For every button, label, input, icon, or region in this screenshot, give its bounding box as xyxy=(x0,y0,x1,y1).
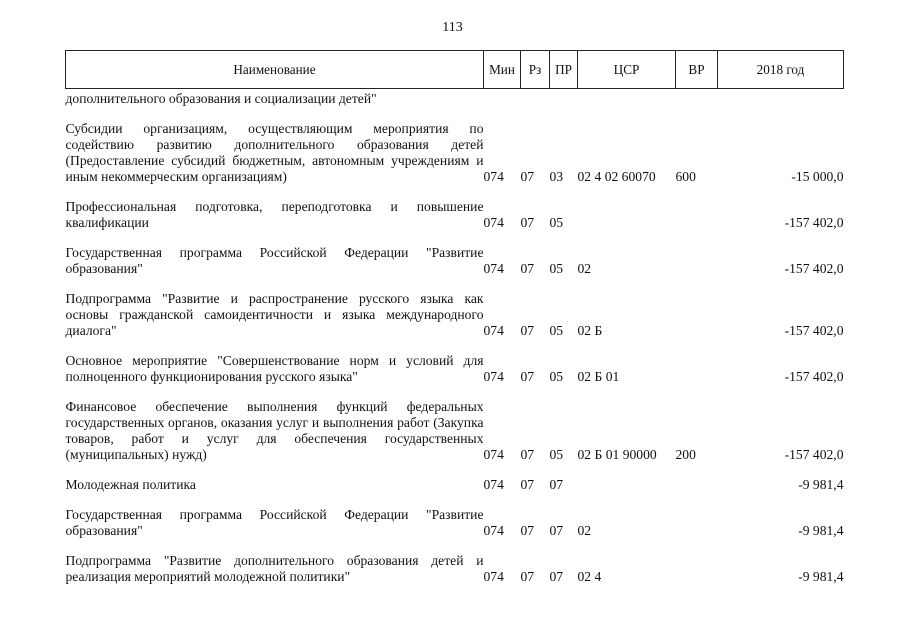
row-rz: 07 xyxy=(520,477,535,492)
row-name: Финансовое обеспечение выполнения функций федеральных государственных органов, оказания услуг и выполнения работ (Закупка товаров, работ и услуг для обеспечения государственных (муниципальных) нужд) xyxy=(65,399,484,462)
table-row xyxy=(66,463,844,493)
row-min: 074 xyxy=(483,477,504,492)
header-name: Наименование xyxy=(66,51,484,89)
row-csr: 02 Б 01 xyxy=(577,369,620,384)
table-row xyxy=(66,493,844,539)
page-number: 113 xyxy=(442,20,463,35)
row-vr xyxy=(676,539,718,585)
row-amount: -15 000,0 xyxy=(791,169,844,184)
row-pr: 07 xyxy=(549,569,564,584)
row-amount: -157 402,0 xyxy=(784,369,844,384)
row-vr xyxy=(676,493,718,539)
row-min: 074 xyxy=(483,369,504,384)
row-amount: -157 402,0 xyxy=(784,323,844,338)
header-pr: ПР xyxy=(550,51,578,89)
row-name: Подпрограмма "Развитие и распространение русского языка как основы гражданской самоидентичности и языка международного диалога" xyxy=(65,291,484,338)
header-year: 2018 год xyxy=(718,51,844,89)
table-row xyxy=(66,107,844,185)
table-row xyxy=(66,539,844,585)
row-rz: 07 xyxy=(520,323,535,338)
row-rz: 07 xyxy=(520,569,535,584)
row-vr xyxy=(676,185,718,231)
row-vr xyxy=(676,339,718,385)
table-row xyxy=(66,277,844,339)
row-amount: -157 402,0 xyxy=(784,215,844,230)
row-name: дополнительного образования и социализации детей" xyxy=(65,91,377,106)
header-min: Мин xyxy=(484,51,521,89)
row-amount: -157 402,0 xyxy=(784,261,844,276)
row-rz: 07 xyxy=(520,447,535,462)
table-body xyxy=(66,89,844,586)
row-name: Государственная программа Российской Федерации "Развитие образования" xyxy=(65,245,484,276)
row-csr: 02 xyxy=(577,261,592,276)
row-vr xyxy=(676,277,718,339)
row-amount: -9 981,4 xyxy=(798,569,844,584)
row-pr: 03 xyxy=(549,169,564,184)
row-rz: 07 xyxy=(520,261,535,276)
row-name: Подпрограмма "Развитие дополнительного образования детей и реализация мероприятий молодежной политики" xyxy=(65,553,484,584)
row-name: Основное мероприятие "Совершенствование норм и условий для полноценного функционирования русского языка" xyxy=(65,353,484,384)
row-pr: 05 xyxy=(549,447,564,462)
table-row xyxy=(66,385,844,463)
budget-table xyxy=(65,50,844,585)
row-csr: 02 Б xyxy=(577,323,603,338)
row-csr: 02 4 xyxy=(577,569,602,584)
table-row xyxy=(66,339,844,385)
row-pr: 07 xyxy=(549,477,564,492)
table-row xyxy=(66,89,844,108)
row-min xyxy=(484,89,521,108)
row-name: Субсидии организациям, осуществляющим мероприятия по содействию развитию дополнительного образования детей (Предоставление субсидий бюджетным, автономным учреждениям и иным некоммерческим организациям) xyxy=(65,121,484,184)
row-vr xyxy=(676,231,718,277)
row-pr: 07 xyxy=(549,523,564,538)
row-min: 074 xyxy=(483,215,504,230)
row-amount xyxy=(718,89,844,108)
row-min: 074 xyxy=(483,447,504,462)
row-name: Профессиональная подготовка, переподготовка и повышение квалификации xyxy=(65,199,484,230)
row-rz: 07 xyxy=(520,523,535,538)
row-csr xyxy=(578,185,676,231)
row-rz: 07 xyxy=(520,215,535,230)
table-row xyxy=(66,231,844,277)
row-min: 074 xyxy=(483,523,504,538)
row-pr: 05 xyxy=(549,369,564,384)
row-min: 074 xyxy=(483,569,504,584)
row-vr: 600 xyxy=(675,169,696,184)
row-amount: -157 402,0 xyxy=(784,447,844,462)
row-rz: 07 xyxy=(520,169,535,184)
row-min: 074 xyxy=(483,323,504,338)
table-header xyxy=(66,51,844,89)
row-pr: 05 xyxy=(549,323,564,338)
row-csr xyxy=(578,463,676,493)
row-amount: -9 981,4 xyxy=(798,523,844,538)
table-row xyxy=(66,185,844,231)
row-pr: 05 xyxy=(549,215,564,230)
row-csr xyxy=(578,89,676,108)
header-vr: ВР xyxy=(676,51,718,89)
header-csr: ЦСР xyxy=(578,51,676,89)
row-csr: 02 xyxy=(577,523,592,538)
header-rz: Рз xyxy=(521,51,550,89)
row-pr: 05 xyxy=(549,261,564,276)
row-rz xyxy=(521,89,550,108)
row-vr xyxy=(676,89,718,108)
row-vr: 200 xyxy=(675,447,696,462)
row-min: 074 xyxy=(483,169,504,184)
row-amount: -9 981,4 xyxy=(798,477,844,492)
row-rz: 07 xyxy=(520,369,535,384)
row-name: Государственная программа Российской Федерации "Развитие образования" xyxy=(65,507,484,538)
row-min: 074 xyxy=(483,261,504,276)
row-name: Молодежная политика xyxy=(65,477,196,492)
row-csr: 02 Б 01 90000 xyxy=(577,447,657,462)
row-vr xyxy=(676,463,718,493)
row-csr: 02 4 02 60070 xyxy=(577,169,656,184)
row-pr xyxy=(550,89,578,108)
